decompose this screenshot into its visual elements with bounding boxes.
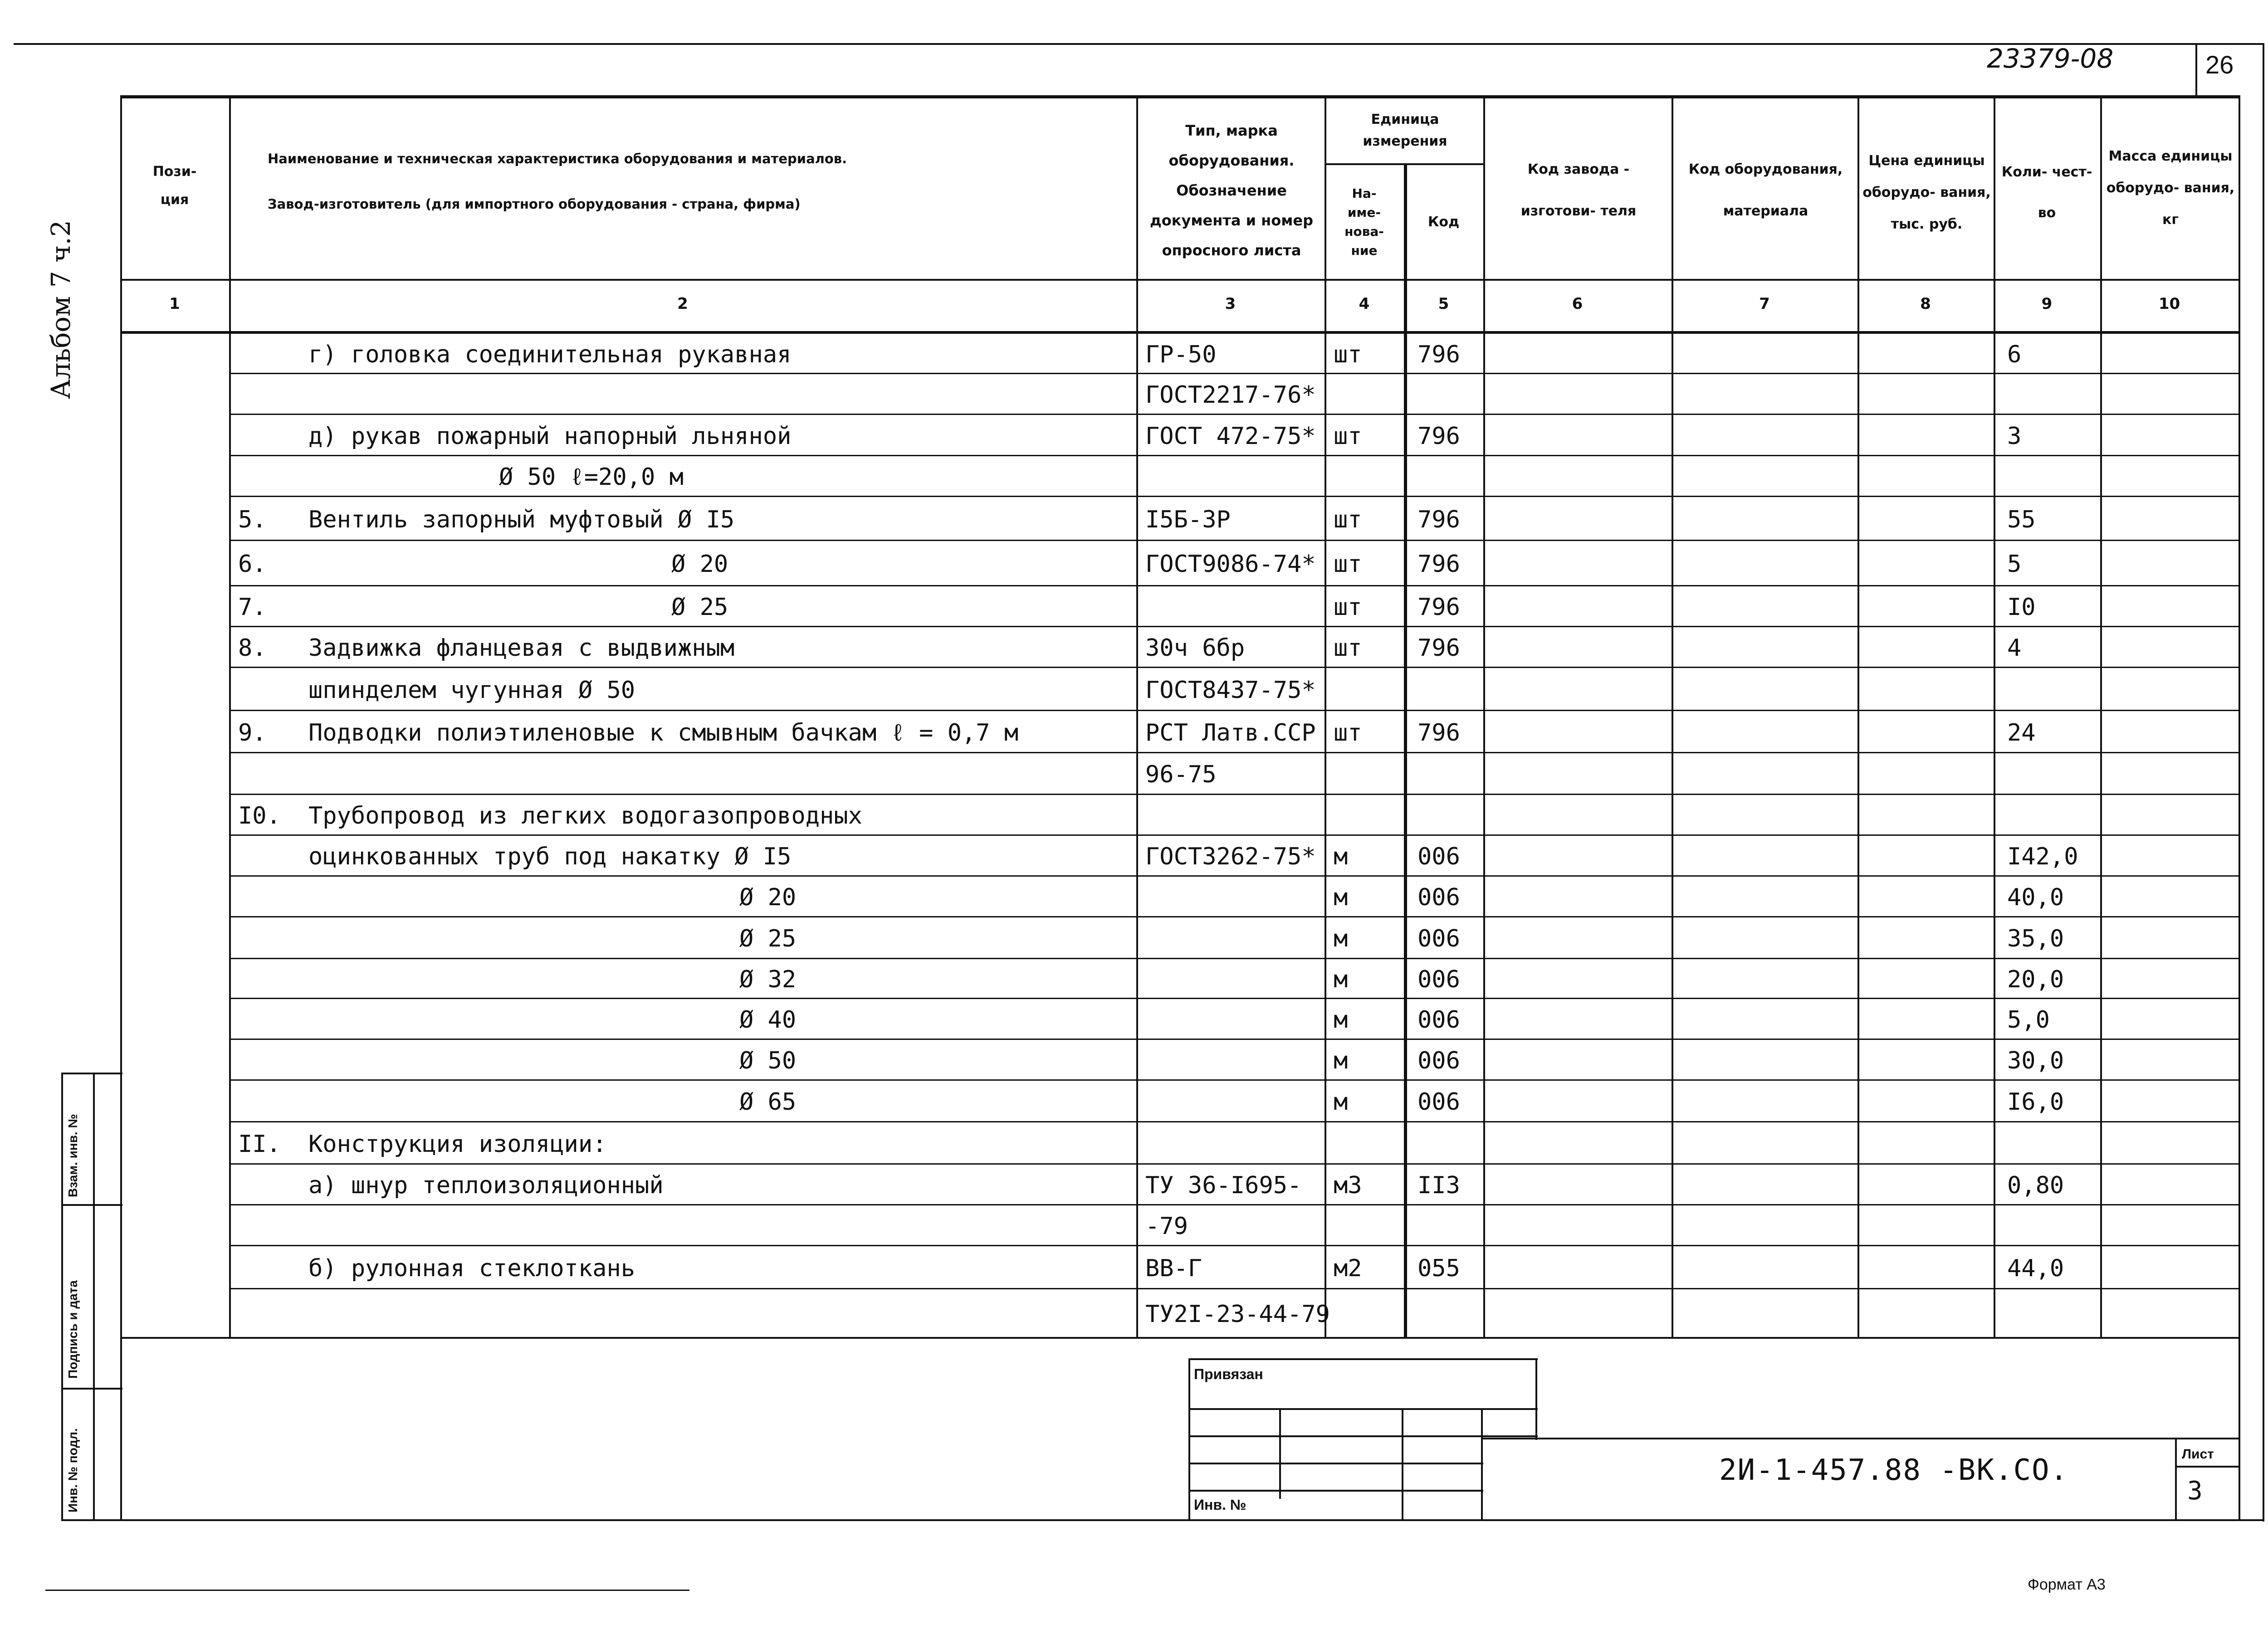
row-name: Вентиль запорный муфтовый Ø I5 — [308, 506, 735, 533]
stamp-divider — [2195, 43, 2197, 98]
row-type: ВВ-Г — [1145, 1255, 1202, 1282]
row-quantity: 24 — [2007, 719, 2036, 746]
row-unit-code: 006 — [1418, 1006, 1460, 1034]
row-name: Ø 25 — [671, 594, 728, 621]
binding-title: Привязан — [1194, 1366, 1263, 1382]
row-quantity: 6 — [2007, 341, 2022, 368]
row-position: II. — [238, 1131, 281, 1158]
row-type: ГОСТ3262-75* — [1145, 843, 1316, 870]
row-type: ГОСТ8437-75* — [1145, 677, 1316, 704]
table-row-line — [229, 626, 2239, 627]
binding-row-3 — [1188, 1463, 1483, 1464]
row-name: Ø 20 — [739, 884, 797, 911]
table-row-line — [229, 1245, 2239, 1246]
table-row-line — [229, 710, 2239, 711]
colnum-3: 3 — [1225, 295, 1236, 313]
table-row-line — [229, 585, 2239, 586]
row-quantity: 20,0 — [2007, 966, 2064, 993]
row-type: -79 — [1145, 1213, 1188, 1240]
row-unit-code: 006 — [1418, 966, 1460, 993]
row-name: Ø 65 — [739, 1088, 797, 1116]
row-unit-code: II3 — [1418, 1172, 1460, 1199]
table-row-line — [229, 752, 2239, 753]
colnum-10: 10 — [2158, 295, 2180, 313]
table-row-line — [229, 998, 2239, 999]
row-unit: м — [1334, 925, 1348, 952]
row-position: 6. — [238, 551, 267, 578]
binding-row-4 — [1188, 1490, 1483, 1492]
header-type: Тип, марка оборудования. Обозначение документа и номер опросного листа — [1149, 122, 1314, 259]
header-mass: Масса единицы оборудо- вания, кг — [2106, 148, 2235, 228]
table-row-line — [229, 1204, 2239, 1205]
row-unit: м — [1334, 884, 1348, 911]
row-quantity: 5 — [2007, 551, 2022, 578]
colnum-bottom — [120, 331, 2239, 334]
header-bottom — [120, 279, 2239, 281]
row-type: РСТ Латв.ССР — [1145, 719, 1316, 746]
colnum-1: 1 — [169, 295, 180, 313]
table-row-line — [229, 794, 2239, 795]
inventory-label: Инв. № — [1194, 1497, 1246, 1513]
table-row-line — [229, 958, 2239, 959]
row-name: а) шнур теплоизоляционный — [308, 1172, 664, 1199]
header-factory-code: Код завода - изготови- теля — [1520, 161, 1637, 219]
drawing-code: 2И-1-457.88 -ВК.СО. — [1719, 1454, 2069, 1487]
row-type: ТУ 36-I695- — [1145, 1172, 1302, 1199]
title-main-top — [1481, 1438, 2239, 1439]
row-unit: шт — [1334, 719, 1362, 746]
sheet-box-divider — [2175, 1466, 2239, 1468]
table-row-line — [229, 373, 2239, 374]
col-line-2 — [1136, 95, 1138, 1338]
row-quantity: I0 — [2007, 594, 2036, 621]
row-name: Конструкция изоляции: — [308, 1131, 607, 1158]
row-type: 96-75 — [1145, 761, 1217, 788]
row-unit: м3 — [1334, 1172, 1362, 1199]
row-quantity: 55 — [2007, 506, 2036, 533]
binding-row-2 — [1188, 1435, 1538, 1437]
row-quantity: 35,0 — [2007, 925, 2064, 952]
row-name: Ø 20 — [671, 551, 728, 578]
top-border — [14, 43, 2263, 45]
row-type: ТУ2I-23-44-79 — [1145, 1301, 1330, 1328]
row-quantity: 44,0 — [2007, 1255, 2064, 1282]
paper-format: Формат А3 — [2028, 1576, 2106, 1593]
table-row-line — [229, 667, 2239, 668]
row-unit: шт — [1334, 341, 1362, 368]
table-row-line — [229, 1288, 2239, 1289]
table-row-line — [229, 496, 2239, 497]
row-unit-code: 796 — [1418, 341, 1460, 368]
document-number: 23379-08 — [1987, 43, 2114, 74]
binding-col-2 — [1402, 1408, 1403, 1519]
header-quantity: Коли- чест- во — [2001, 164, 2092, 221]
binding-col-1 — [1279, 1408, 1281, 1499]
header-price: Цена единицы оборудо- вания, тыс. руб. — [1862, 153, 1991, 232]
row-unit-code: 796 — [1418, 719, 1460, 746]
album-label: Альбом 7 ч.2 — [45, 220, 76, 399]
row-quantity: 40,0 — [2007, 884, 2064, 911]
row-name: б) рулонная стеклоткань — [308, 1255, 635, 1282]
colnum-5: 5 — [1438, 295, 1449, 313]
side-stamp-divider-2 — [61, 1388, 122, 1390]
top-sheet-number: 26 — [2205, 50, 2234, 79]
binding-top — [1188, 1358, 1538, 1360]
binding-col-3 — [1481, 1408, 1483, 1519]
row-name: д) рукав пожарный напорный льняной — [308, 423, 792, 450]
row-unit: шт — [1334, 423, 1362, 450]
col-line-5 — [1483, 95, 1485, 1338]
table-row-line — [229, 1337, 2239, 1338]
table-row-line — [229, 1163, 2239, 1165]
row-name: оцинкованных труб под накатку Ø I5 — [308, 843, 792, 870]
side-stamp-inv-podl: Инв. № подл. — [66, 1428, 80, 1512]
header-unit-group: Единица измерения — [1363, 111, 1447, 149]
row-unit-code: 796 — [1418, 594, 1460, 621]
row-name: Ø 32 — [739, 966, 797, 993]
right-border — [2263, 43, 2264, 1522]
col-line-4 — [1404, 163, 1407, 1338]
col-line-10 — [2239, 95, 2240, 1519]
row-quantity: I42,0 — [2007, 843, 2078, 870]
col-line-6 — [1672, 95, 1673, 1338]
row-name: Ø 25 — [739, 925, 797, 952]
colnum-4: 4 — [1359, 295, 1370, 313]
row-quantity: 4 — [2007, 634, 2022, 662]
col-line-7 — [1857, 95, 1859, 1338]
row-position: 8. — [238, 634, 267, 662]
row-type: ГОСТ9086-74* — [1145, 551, 1316, 578]
binding-row-1 — [1188, 1408, 1538, 1410]
sheet-box-left — [2175, 1438, 2177, 1519]
row-name: Ø 50 ℓ=20,0 м — [499, 463, 684, 491]
row-quantity: 30,0 — [2007, 1047, 2064, 1074]
colnum-8: 8 — [1920, 295, 1931, 313]
row-unit-code: 006 — [1418, 843, 1460, 870]
col-line-9 — [2100, 95, 2102, 1338]
row-unit: шт — [1334, 634, 1362, 662]
colnum-2: 2 — [677, 295, 688, 313]
table-row-line — [229, 875, 2239, 877]
bottom-border — [61, 1519, 2264, 1521]
bottom-margin-line — [45, 1590, 689, 1591]
header-equipment-code: Код оборудования, материала — [1688, 161, 1843, 219]
sheet-number: 3 — [2187, 1476, 2203, 1506]
binding-left — [1188, 1358, 1190, 1519]
table-top — [120, 95, 2239, 98]
header-name: Наименование и техническая характеристика оборудования и материалов. Завод-изготовитель (для импортного оборудования - страна, фирма) — [268, 151, 847, 212]
row-name: Подводки полиэтиленовые к смывным бачкам ℓ = 0,7 м — [308, 719, 1019, 746]
row-unit-code: 796 — [1418, 634, 1460, 662]
table-row-line — [229, 1121, 2239, 1122]
col-line-0 — [120, 95, 122, 1519]
row-name: г) головка соединительная рукавная — [308, 341, 792, 368]
row-type: ГОСТ2217-76* — [1145, 381, 1316, 409]
side-stamp-top — [61, 1073, 122, 1074]
side-stamp-left-line — [61, 1073, 63, 1519]
row-unit: м — [1334, 966, 1348, 993]
row-position: 5. — [238, 506, 267, 533]
side-stamp-inner-line — [93, 1073, 95, 1519]
row-unit-code: 055 — [1418, 1255, 1460, 1282]
row-position: 9. — [238, 719, 267, 746]
row-unit-code: 006 — [1418, 925, 1460, 952]
table-row-line — [229, 834, 2239, 836]
row-quantity: 0,80 — [2007, 1172, 2064, 1199]
row-unit: м — [1334, 1047, 1348, 1074]
header-position: Пози- ция — [152, 164, 197, 208]
table-row-line — [229, 916, 2239, 917]
binding-right — [1535, 1358, 1537, 1440]
colnum-9: 9 — [2041, 295, 2053, 313]
row-name: Трубопровод из легких водогазопроводных — [308, 802, 862, 829]
row-unit: м2 — [1334, 1255, 1362, 1282]
col-line-1 — [229, 95, 231, 1338]
row-type: ГР-50 — [1145, 341, 1217, 368]
row-name: Ø 40 — [739, 1006, 797, 1034]
row-quantity: 5,0 — [2007, 1006, 2050, 1034]
table-row-line — [229, 540, 2239, 541]
col-line-3 — [1325, 95, 1326, 1338]
row-unit: м — [1334, 843, 1348, 870]
row-unit-code: 006 — [1418, 1047, 1460, 1074]
row-type: 30ч 6бр — [1145, 634, 1245, 662]
side-stamp-divider-1 — [61, 1204, 122, 1206]
row-unit: шт — [1334, 551, 1362, 578]
row-quantity: 3 — [2007, 423, 2022, 450]
row-unit: м — [1334, 1006, 1348, 1034]
table-row-line — [229, 455, 2239, 456]
colnum-6: 6 — [1572, 295, 1583, 313]
side-stamp-replace-inv: Взам. инв. № — [66, 1114, 80, 1197]
row-type: ГОСТ 472-75* — [1145, 423, 1316, 450]
row-unit-code: 796 — [1418, 551, 1460, 578]
row-unit-code: 796 — [1418, 423, 1460, 450]
header-unit-name: На- име- нова- ние — [1344, 186, 1384, 258]
row-position: I0. — [238, 802, 281, 829]
row-unit: шт — [1334, 506, 1362, 533]
row-type: I5Б-3Р — [1145, 506, 1231, 533]
row-name: шпинделем чугунная Ø 50 — [308, 677, 635, 704]
table-row-line — [229, 414, 2239, 415]
row-unit-code: 006 — [1418, 884, 1460, 911]
header-unit-code: Код — [1427, 214, 1460, 230]
row-quantity: I6,0 — [2007, 1088, 2064, 1116]
row-unit: шт — [1334, 594, 1362, 621]
col-line-8 — [1994, 95, 1995, 1338]
row-name: Ø 50 — [739, 1047, 797, 1074]
row-name: Задвижка фланцевая с выдвижным — [308, 634, 735, 662]
table-row-line — [229, 1039, 2239, 1040]
row-unit-code: 006 — [1418, 1088, 1460, 1116]
colnum-7: 7 — [1759, 295, 1770, 313]
row-unit-code: 796 — [1418, 506, 1460, 533]
row-unit: м — [1334, 1088, 1348, 1116]
row-position: 7. — [238, 594, 267, 621]
side-stamp-signature-date: Подпись и дата — [66, 1280, 80, 1379]
table-row-line — [229, 1079, 2239, 1081]
sheet-label: Лист — [2182, 1447, 2214, 1462]
